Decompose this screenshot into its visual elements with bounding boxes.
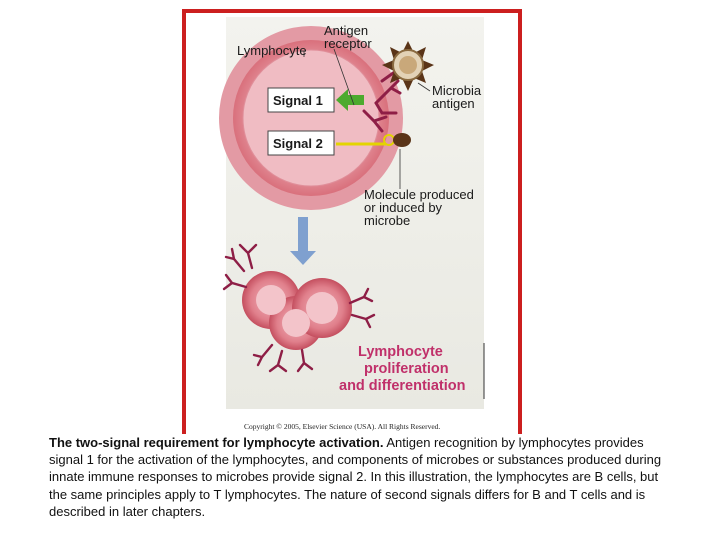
figure-caption <box>49 434 679 520</box>
label-proliferation-2: proliferation <box>364 361 449 377</box>
microbe-molecule <box>393 133 411 147</box>
label-lymphocyte: Lymphocyte <box>237 43 307 58</box>
copyright-notice: Copyright © 2005, Elsevier Science (USA). All Rights Reserved. <box>244 422 441 431</box>
caption-body: Antigen recognition by lymphocytes provides signal 1 for the activation of the lymphocytes, and components of microbes or substances produced during innate immune responses to microbes provide signal 2. In this illustration, the lymphocytes are B cells, but the same principles apply to T lymphocytes. The nature of second signals differs for B and T cells and is described in later chapters. <box>49 435 662 519</box>
label-molecule-1: Molecule produced <box>364 187 474 202</box>
caption-title: The two-signal requirement for lymphocyte activation. <box>49 435 384 450</box>
signal2-label: Signal 2 <box>273 136 323 151</box>
label-molecule-2: or induced by <box>364 200 443 215</box>
signal1-label: Signal 1 <box>273 93 323 108</box>
label-microbial-antigen-1: Microbia <box>432 83 482 98</box>
label-microbial-antigen-2: antigen <box>432 96 475 111</box>
label-antigen-receptor-1: Antigen <box>324 23 369 38</box>
label-proliferation-1: Lymphocyte <box>358 344 443 360</box>
two-signal-diagram <box>186 13 518 435</box>
figure-frame <box>182 9 522 439</box>
label-antigen-receptor-2: receptor <box>324 36 372 51</box>
label-molecule-3: microbe <box>364 213 411 228</box>
label-proliferation-3: and differentiation <box>339 378 466 394</box>
